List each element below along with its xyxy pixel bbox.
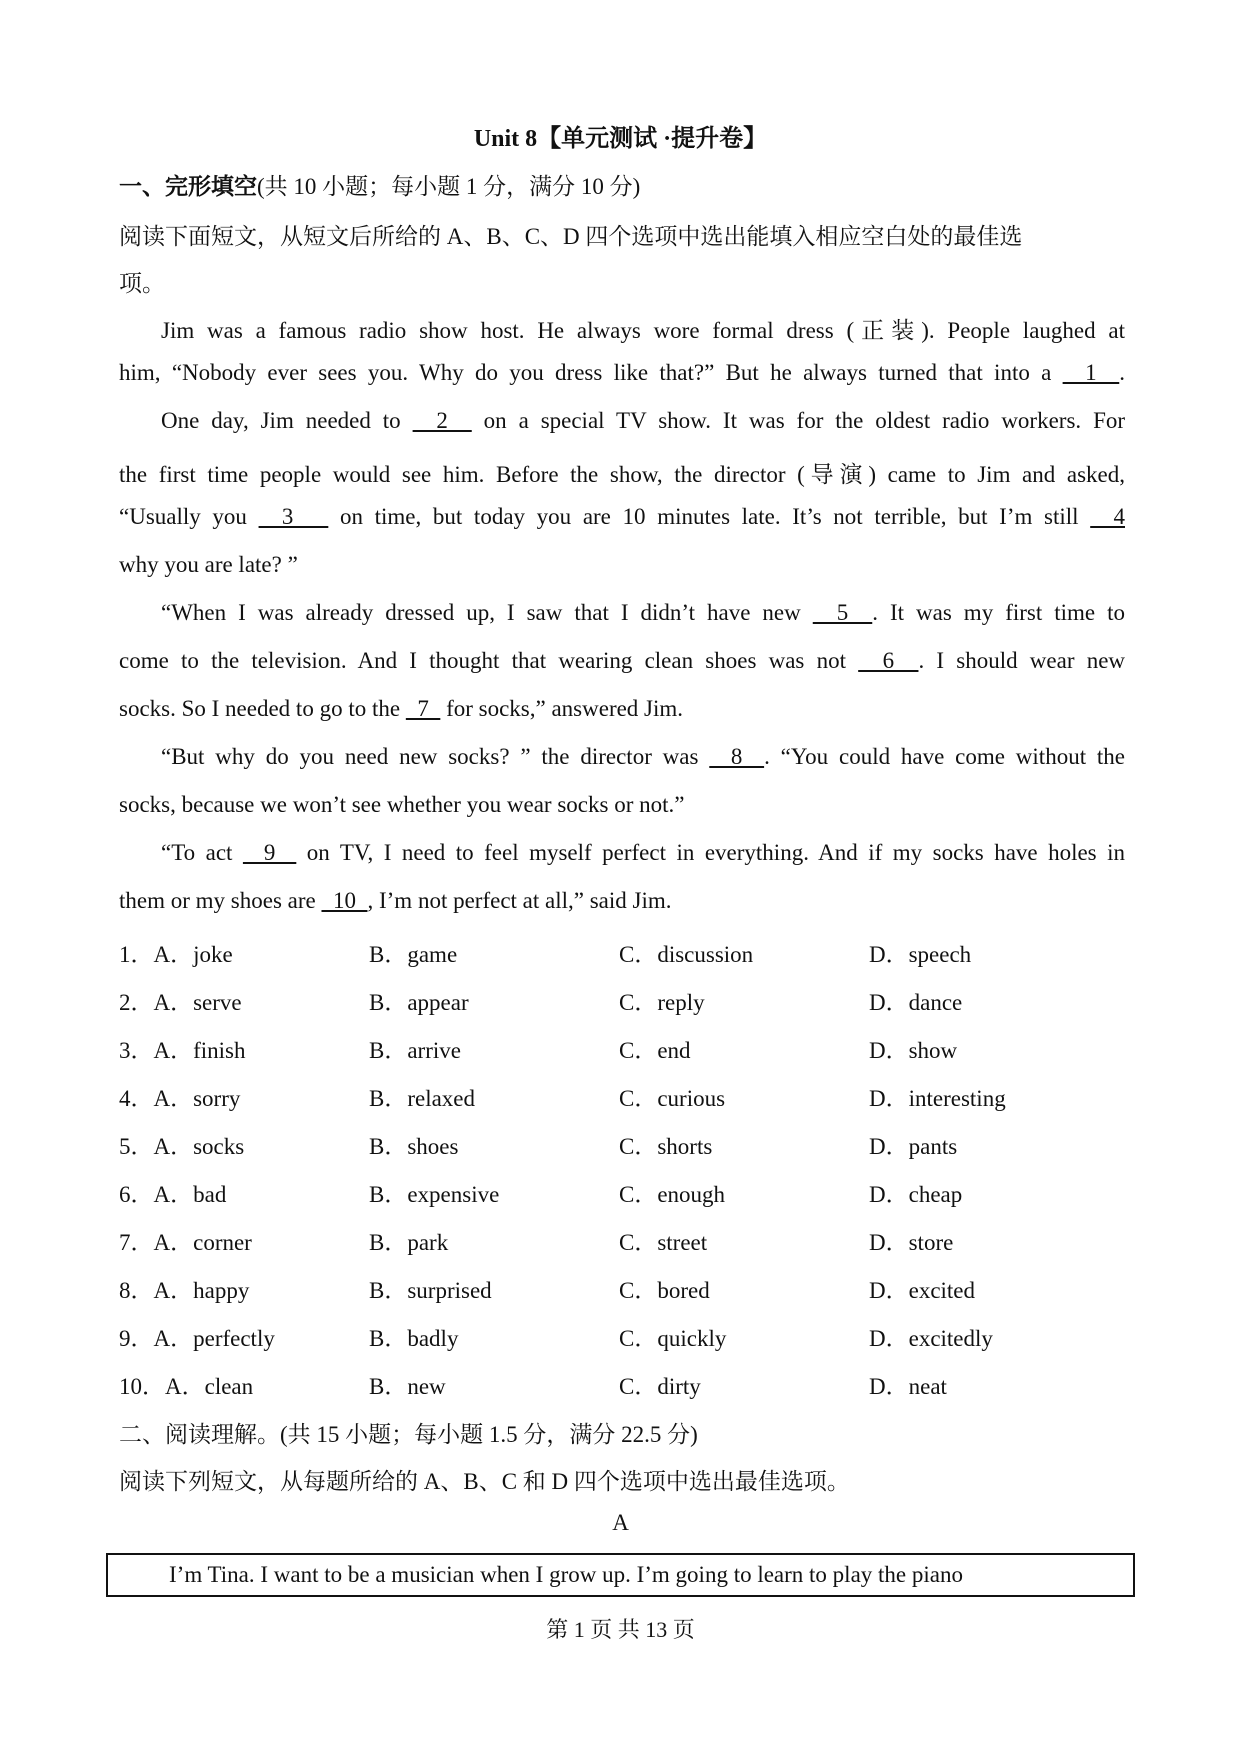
option-c: C．reply	[619, 990, 705, 1015]
passage-line	[119, 648, 1125, 674]
option-d: D．interesting	[869, 1086, 1006, 1111]
option-d: D．pants	[869, 1134, 958, 1159]
option-c: C．end	[619, 1038, 691, 1063]
passage-line: Jim was a famous radio show host. He always wore formal dress (正装). People laughed at	[161, 318, 1125, 343]
passage-line	[119, 888, 1125, 914]
option-b: B．shoes	[369, 1134, 459, 1159]
blank-8: 8	[709, 744, 765, 769]
section1-instruction-line1: 阅读下面短文，从短文后所给的 A、B、C、D 四个选项中选出能填入相应空白处的最佳选	[119, 224, 1023, 249]
option-d: D．excited	[869, 1278, 976, 1303]
passage-line: socks, because we won’t see whether you wear socks or not.”	[119, 792, 685, 817]
blank-5: 5	[812, 600, 873, 625]
question-options	[119, 1272, 1125, 1302]
passage-text: come to the television. And I thought that wearing clean shoes was not	[119, 648, 859, 673]
passage-text: , I’m not perfect at all,” said Jim.	[367, 888, 672, 913]
passage-text: . “You could have come without the	[764, 744, 1126, 769]
passage-line	[161, 600, 1125, 626]
option-a: 2．A．serve	[119, 990, 242, 1015]
option-b: B．relaxed	[369, 1086, 476, 1111]
option-c: C．quickly	[619, 1326, 727, 1351]
blank-9: 9	[242, 840, 297, 865]
option-b: B．surprised	[369, 1278, 492, 1303]
question-options	[119, 1224, 1125, 1254]
option-c: C．discussion	[619, 942, 754, 967]
option-b: B．badly	[369, 1326, 459, 1351]
passage-text: on TV, I need to feel myself perfect in everything. And if my socks have holes in	[296, 840, 1125, 865]
option-b: B．new	[369, 1374, 446, 1399]
blank-1: 1	[1062, 360, 1120, 385]
option-b: B．appear	[369, 990, 469, 1015]
option-d: D．excitedly	[869, 1326, 993, 1351]
option-d: D．cheap	[869, 1182, 963, 1207]
question-options	[119, 1176, 1125, 1206]
option-c: C．enough	[619, 1182, 726, 1207]
option-a: 5．A．socks	[119, 1134, 245, 1159]
page-title: Unit 8【单元测试 ·提升卷】	[473, 126, 768, 152]
passage-text: . I should wear new	[918, 648, 1126, 673]
passage-line	[161, 840, 1125, 866]
option-a: 8．A．happy	[119, 1278, 250, 1303]
option-a: 6．A．bad	[119, 1182, 227, 1207]
passage-text: . It was my first time to	[872, 600, 1126, 625]
passage-line: why you are late? ”	[119, 552, 298, 577]
section2-heading: 二、阅读理解。(共 15 小题；每小题 1.5 分，满分 22.5 分)	[119, 1422, 698, 1447]
question-options	[119, 1080, 1125, 1110]
question-options	[119, 1320, 1125, 1350]
blank-4: 4	[1090, 504, 1125, 529]
passage-text: “When I was already dressed up, I saw that I didn’t have new	[161, 600, 813, 625]
option-d: D．neat	[869, 1374, 947, 1399]
passage-text: for socks,” answered Jim.	[440, 696, 684, 721]
passage-text: “To act	[161, 840, 243, 865]
passage-line	[119, 696, 1125, 722]
blank-6: 6	[858, 648, 919, 673]
option-c: C．street	[619, 1230, 708, 1255]
option-a: 10．A．clean	[119, 1374, 254, 1399]
question-options	[119, 1368, 1125, 1398]
option-c: C．bored	[619, 1278, 710, 1303]
option-d: D．store	[869, 1230, 954, 1255]
option-c: C．shorts	[619, 1134, 713, 1159]
passage-line: the first time people would see him. Before the show, the director (导演) came to Jim and asked,	[119, 462, 1125, 487]
passage-line	[161, 408, 1125, 434]
passage-text: .	[1119, 360, 1125, 385]
option-b: B．park	[369, 1230, 449, 1255]
option-b: B．expensive	[369, 1182, 500, 1207]
blank-7: 7	[405, 696, 441, 721]
option-a: 9．A．perfectly	[119, 1326, 275, 1351]
section1-heading-bold: 一、完形填空	[119, 174, 257, 199]
passage-line	[119, 360, 1125, 386]
option-c: C．curious	[619, 1086, 726, 1111]
passage-line	[161, 744, 1125, 770]
passage-text: on a special TV show. It was for the oldest radio workers. For	[471, 408, 1126, 433]
passage-line	[119, 504, 1125, 530]
option-b: B．game	[369, 942, 458, 967]
passage-box-text: I’m Tina. I want to be a musician when I grow up. I’m going to learn to play the piano	[169, 1562, 963, 1587]
option-a: 7．A．corner	[119, 1230, 252, 1255]
blank-3: 3	[258, 504, 329, 529]
passage-text: on time, but today you are 10 minutes late. It’s not terrible, but I’m still	[328, 504, 1091, 529]
option-d: D．speech	[869, 942, 972, 967]
option-d: D．dance	[869, 990, 963, 1015]
passage-text: socks. So I needed to go to the	[119, 696, 406, 721]
question-options	[119, 1032, 1125, 1062]
passage-label: A	[612, 1510, 629, 1535]
section1-heading	[119, 168, 1125, 201]
option-a: 3．A．finish	[119, 1038, 246, 1063]
option-b: B．arrive	[369, 1038, 461, 1063]
passage-box	[106, 1553, 1135, 1597]
question-options	[119, 936, 1125, 966]
passage-text: One day, Jim needed to	[161, 408, 413, 433]
passage-text: him, “Nobody ever sees you. Why do you dress like that?” But he always turned that into a	[119, 360, 1063, 385]
option-a: 4．A．sorry	[119, 1086, 241, 1111]
section2-instruction: 阅读下列短文，从每题所给的 A、B、C 和 D 四个选项中选出最佳选项。	[119, 1469, 850, 1494]
page-footer: 第 1 页 共 13 页	[546, 1617, 695, 1642]
section1-heading-rest: (共 10 小题；每小题 1 分，满分 10 分)	[257, 174, 641, 199]
option-d: D．show	[869, 1038, 958, 1063]
passage-text: “Usually you	[119, 504, 259, 529]
question-options	[119, 984, 1125, 1014]
passage-text: “But why do you need new socks? ” the director was	[161, 744, 710, 769]
question-options	[119, 1128, 1125, 1158]
passage-text: them or my shoes are	[119, 888, 322, 913]
blank-2: 2	[412, 408, 472, 433]
option-c: C．dirty	[619, 1374, 701, 1399]
section1-instruction-line2: 项。	[119, 271, 165, 296]
blank-10: 10	[321, 888, 368, 913]
option-a: 1．A．joke	[119, 942, 233, 967]
